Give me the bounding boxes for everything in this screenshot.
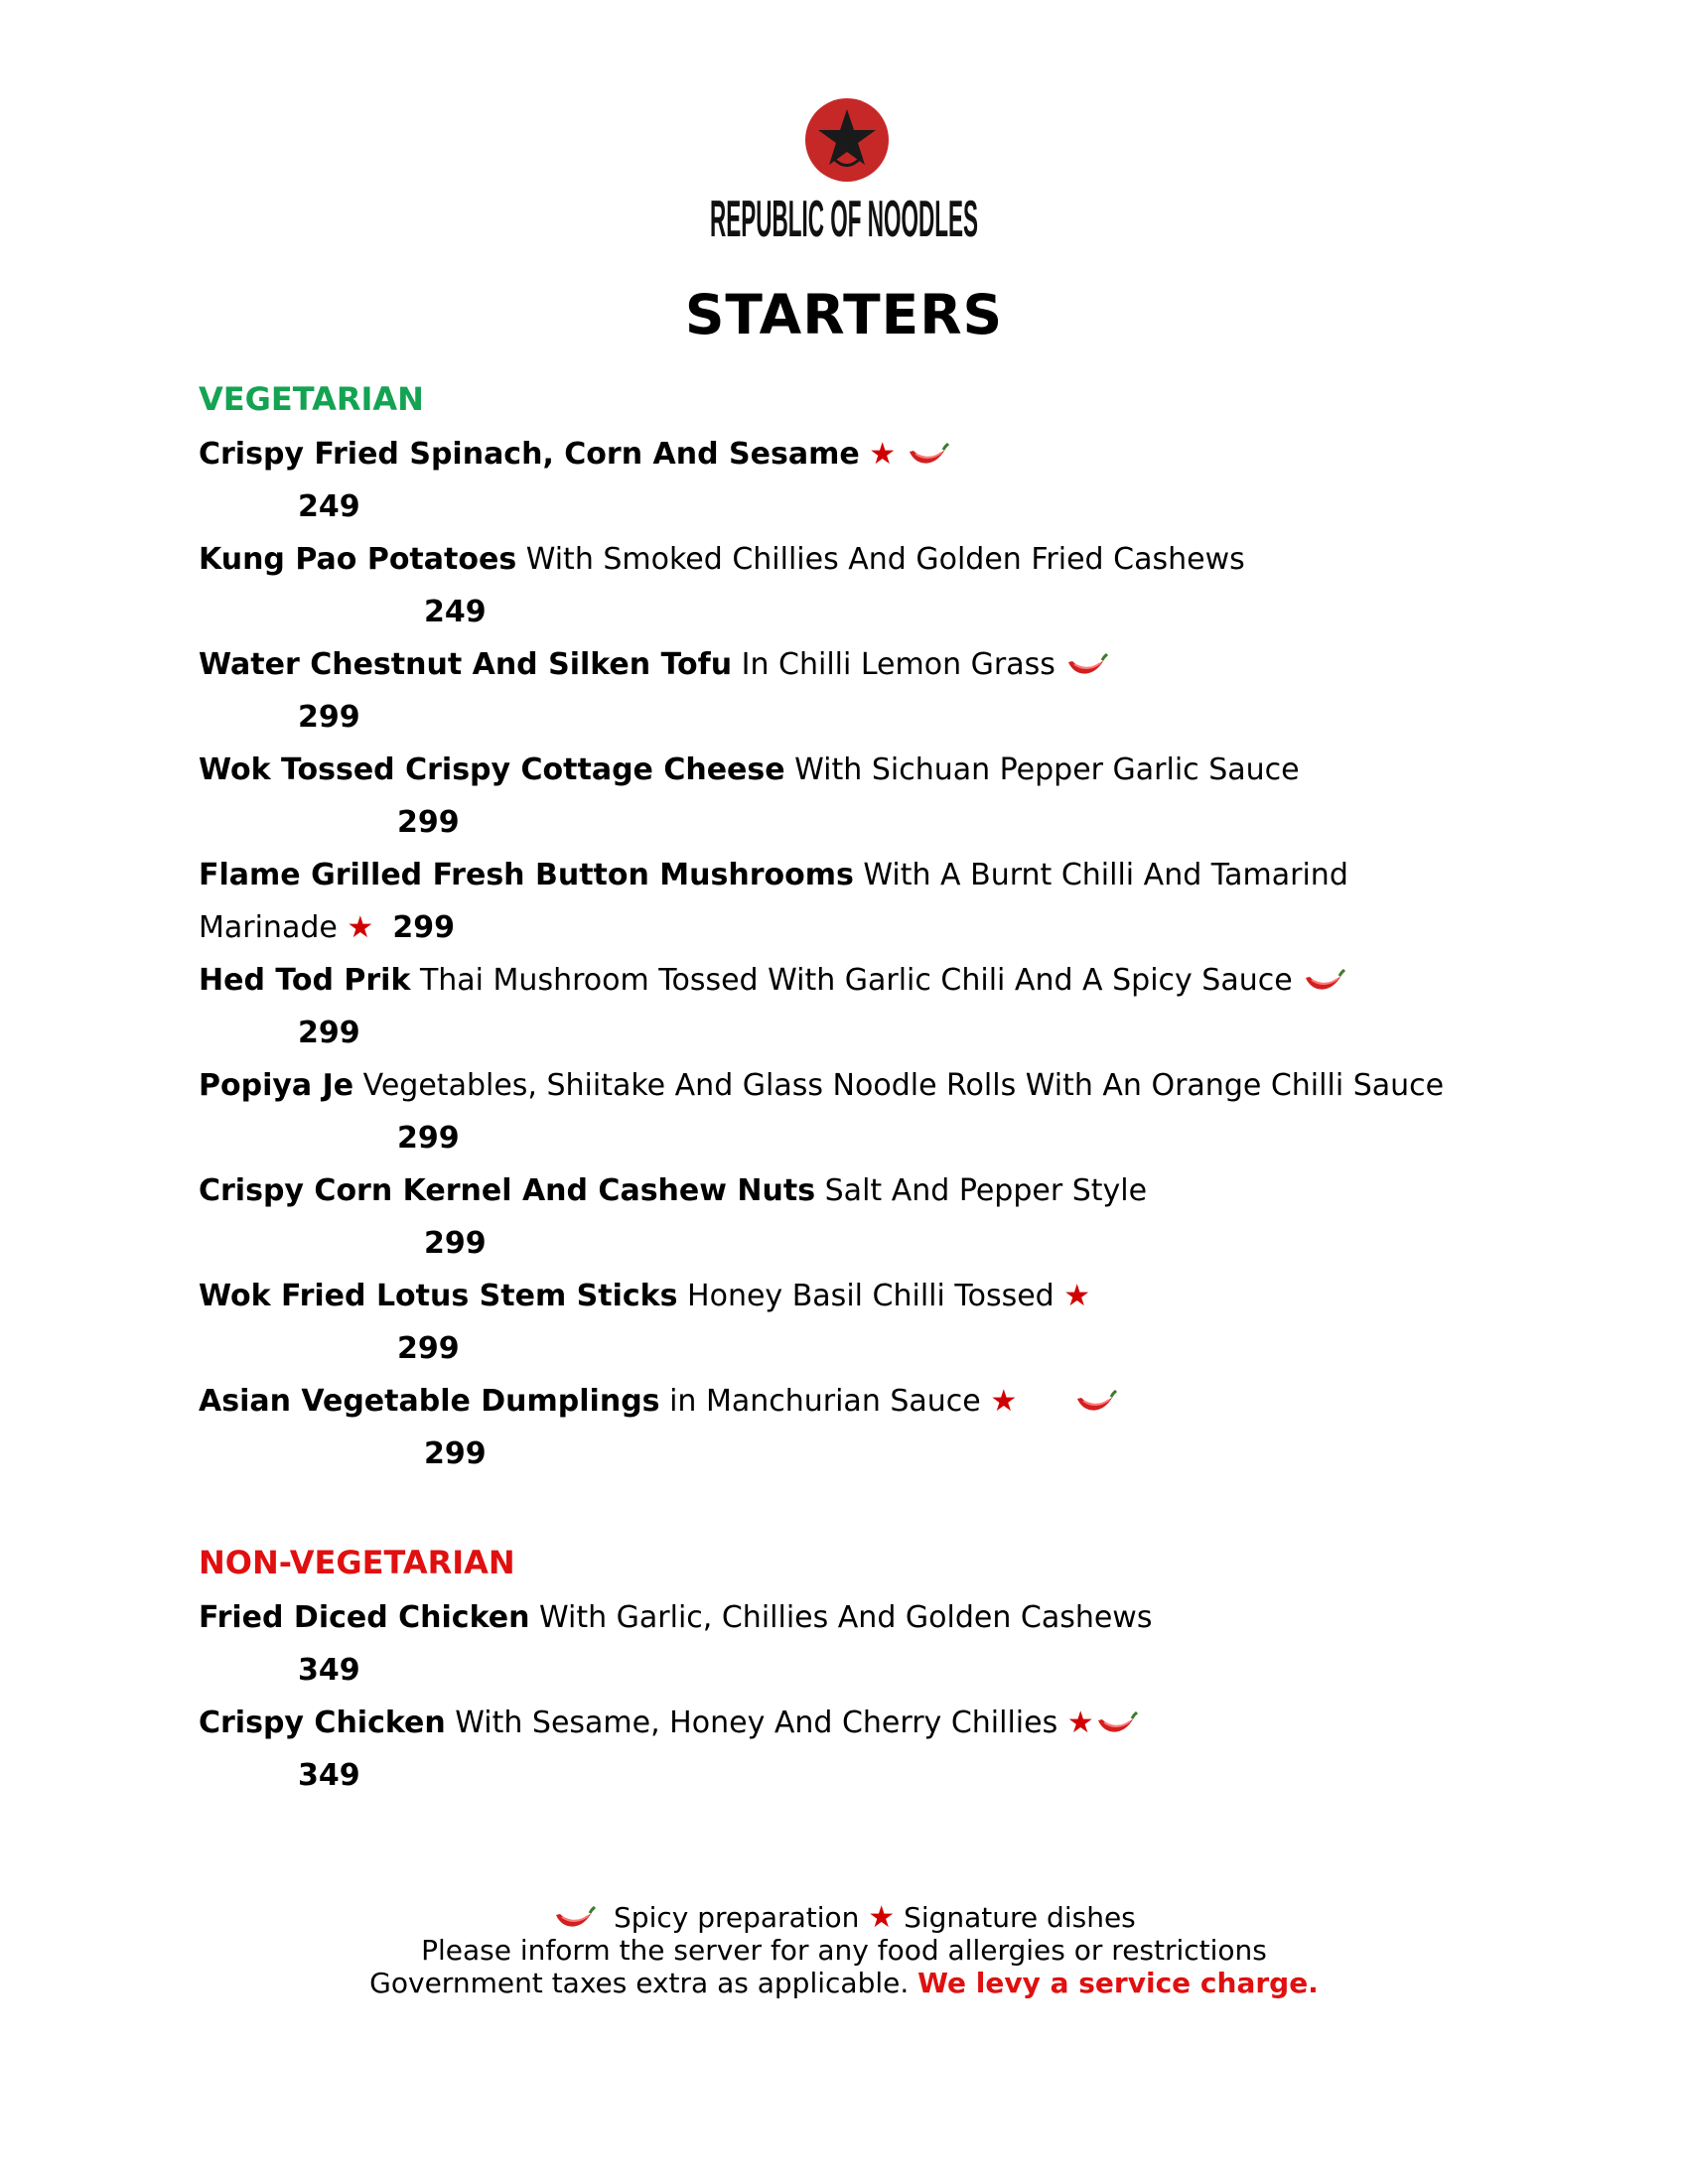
menu-item: [199, 538, 1245, 582]
item-description: With Smoked Chillies And Golden Fried Cashews: [525, 542, 1245, 577]
tax-note: Government taxes extra as applicable.: [369, 1967, 910, 1999]
menu-item: [199, 1702, 1138, 1745]
item-price: 299: [424, 1226, 487, 1261]
menu-item: [199, 749, 1300, 792]
item-name: Water Chestnut And Silken Tofu: [199, 647, 733, 682]
legend-line: [0, 1901, 1688, 1934]
signature-label: Signature dishes: [904, 1901, 1136, 1934]
signature-star-icon: ★: [1063, 1279, 1091, 1313]
item-price: 299: [424, 1436, 487, 1471]
item-price: 349: [298, 1758, 360, 1793]
item-price: 299: [298, 700, 360, 735]
star-emblem-icon: [804, 97, 890, 183]
item-description-cont: Marinade: [199, 910, 338, 945]
item-price: 349: [298, 1653, 360, 1688]
signature-star-icon: ★: [869, 437, 897, 472]
menu-item: [199, 959, 1345, 1003]
item-description: With Sesame, Honey And Cherry Chillies: [455, 1706, 1058, 1740]
item-price: 299: [397, 805, 460, 840]
page-title: STARTERS: [684, 283, 1004, 346]
allergy-note: Please inform the server for any food allergies or restrictions: [421, 1934, 1267, 1967]
menu-item: [199, 643, 1108, 687]
item-description: Salt And Pepper Style: [824, 1173, 1148, 1208]
item-name: Flame Grilled Fresh Button Mushrooms: [199, 858, 854, 892]
item-name: Popiya Je: [199, 1068, 354, 1103]
signature-star-icon: ★: [990, 1384, 1018, 1419]
item-description: in Manchurian Sauce: [669, 1384, 981, 1419]
chili-pepper-icon: [1073, 1390, 1117, 1416]
item-name: Wok Tossed Crispy Cottage Cheese: [199, 752, 785, 787]
brand-logo-wordmark: [695, 189, 993, 253]
menu-item: [199, 1169, 1147, 1213]
item-name: Kung Pao Potatoes: [199, 542, 517, 577]
item-name: Crispy Fried Spinach, Corn And Sesame: [199, 437, 860, 472]
item-price: 249: [424, 595, 487, 629]
item-description: Thai Mushroom Tossed With Garlic Chili And A Spicy Sauce: [419, 963, 1293, 998]
signature-star-icon: ★: [347, 910, 374, 945]
item-description: With Sichuan Pepper Garlic Sauce: [794, 752, 1300, 787]
chili-pepper-icon: [552, 1906, 596, 1932]
menu-item: [199, 1275, 1090, 1318]
spicy-label: Spicy preparation: [614, 1901, 860, 1934]
item-name: Crispy Chicken: [199, 1706, 446, 1740]
item-name: Hed Tod Prik: [199, 963, 411, 998]
item-description: Vegetables, Shiitake And Glass Noodle Rolls With An Orange Chilli Sauce: [362, 1068, 1445, 1103]
non-vegetarian-heading: NON-VEGETARIAN: [199, 1544, 515, 1581]
brand-logo-text: REPUBLIC OF NOODLES: [710, 191, 978, 248]
item-price: 299: [298, 1016, 360, 1050]
item-name: Wok Fried Lotus Stem Sticks: [199, 1279, 678, 1313]
item-description: Honey Basil Chilli Tossed: [687, 1279, 1055, 1313]
item-description: In Chilli Lemon Grass: [741, 647, 1055, 682]
item-price: 299: [397, 1121, 460, 1156]
chili-pepper-icon: [1094, 1711, 1138, 1737]
item-name: Fried Diced Chicken: [199, 1600, 530, 1635]
item-price: 299: [392, 910, 455, 945]
chili-pepper-icon: [1064, 653, 1108, 679]
menu-item: [199, 854, 1348, 897]
service-charge-note: We levy a service charge.: [917, 1967, 1319, 1999]
menu-item: [199, 1380, 1117, 1424]
vegetarian-heading: VEGETARIAN: [199, 380, 424, 418]
item-name: Crispy Corn Kernel And Cashew Nuts: [199, 1173, 816, 1208]
signature-star-icon: ★: [1066, 1706, 1094, 1740]
item-description: With A Burnt Chilli And Tamarind: [863, 858, 1348, 892]
tax-line: [0, 1967, 1688, 1999]
menu-item: [199, 1064, 1444, 1108]
item-price: 249: [298, 489, 360, 524]
menu-item: [199, 433, 949, 477]
item-price: 299: [397, 1331, 460, 1366]
chili-pepper-icon: [1302, 969, 1345, 995]
menu-item: [199, 1596, 1152, 1640]
item-name: Asian Vegetable Dumplings: [199, 1384, 660, 1419]
signature-star-icon: ★: [868, 1900, 896, 1935]
item-description: With Garlic, Chillies And Golden Cashews: [539, 1600, 1153, 1635]
menu-item-continued: [199, 906, 455, 950]
chili-pepper-icon: [906, 443, 949, 469]
